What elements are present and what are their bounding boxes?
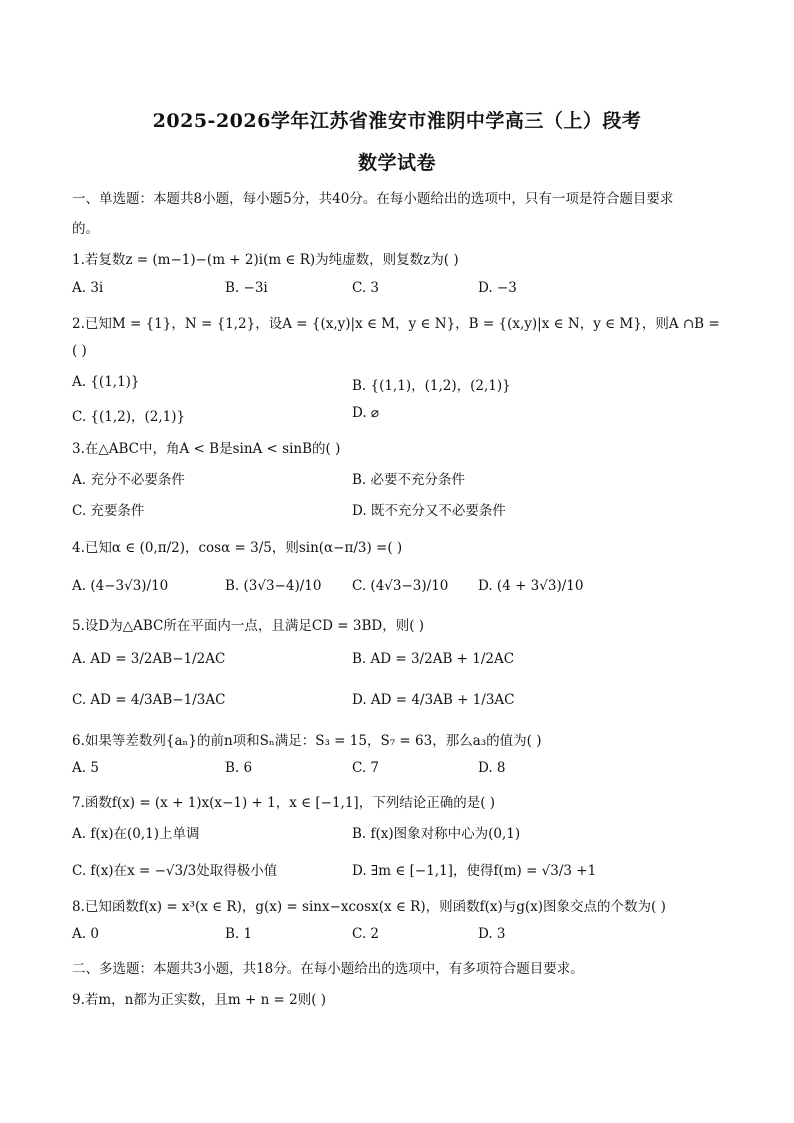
question-4-option-c: C. (4√3−3)/10 [352,578,449,594]
question-4-option-a: A. (4−3√3)/10 [72,578,169,594]
question-4-option-b: B. (3√3−4)/10 [225,578,322,594]
question-5-option-b: B. AD = 3/2AB + 1/2AC [352,651,515,667]
question-2-option-b: B. {(1,1)，(1,2)，(2,1)} [352,378,511,394]
question-5-option-a: A. AD = 3/2AB−1/2AC [72,651,226,667]
question-1-option-c: C. 3 [352,280,380,296]
question-3-option-b: B. 必要不充分条件 [352,472,466,488]
question-6-option-d: D. 8 [478,760,506,776]
question-1-option-a: A. 3i [72,280,104,296]
question-6-stem: 6.如果等差数列{aₙ}的前n项和Sₙ满足：S₃ = 15，S₇ = 63，那么a₃的值为( ) [72,733,542,749]
question-2-option-d: D. ⌀ [352,405,380,421]
question-4-stem: 4.已知α ∈ (0,π/2)，cosα = 3/5，则sin(α−π/3) =( ) [72,540,403,556]
question-3-option-c: C. 充要条件 [72,503,145,519]
section2-instructions: 二、多选题：本题共3小题，共18分。在每小题给出的选项中，有多项符合题目要求。 [72,961,584,977]
question-8-option-b: B. 1 [225,926,253,942]
question-2-option-c: C. {(1,2)，(2,1)} [72,409,186,425]
question-9-stem: 9.若m，n都为正实数，且m + n = 2则( ) [72,992,327,1008]
question-6-option-b: B. 6 [225,760,253,776]
question-8-option-a: A. 0 [72,926,99,942]
section1-instructions: 一、单选题：本题共8小题，每小题5分，共40分。在每小题给出的选项中，只有一项是符合题目要求 [72,191,674,207]
question-8-option-c: C. 2 [352,926,380,942]
question-7-stem: 7.函数f(x) = (x + 1)x(x−1) + 1，x ∈ [−1,1]，下列结论正确的是( ) [72,795,496,811]
question-3-option-a: A. 充分不必要条件 [72,472,185,488]
question-3-option-d: D. 既不充分又不必要条件 [352,503,506,519]
question-5-stem: 5.设D为△ABC所在平面内一点，且满足CD = 3BD，则( ) [72,618,425,634]
question-6-option-a: A. 5 [72,760,99,776]
exam-title: 2025-2026学年江苏省淮安市淮阴中学高三（上）段考 [152,110,642,132]
question-1-option-b: B. −3i [225,280,268,296]
question-8-stem: 8.已知函数f(x) = x³(x ∈ R)，g(x) = sinx−xcosx(x ∈ R)，则函数f(x)与g(x)图象交点的个数为( ) [72,899,666,915]
question-1-option-d: D. −3 [478,280,517,296]
question-2-option-a: A. {(1,1)} [72,374,140,390]
question-8-option-d: D. 3 [478,926,506,942]
section1-instructions-cont: 的。 [72,221,99,237]
question-1-stem: 1.若复数z = (m−1)−(m + 2)i(m ∈ R)为纯虚数，则复数z为( ) [72,252,459,268]
question-7-option-d: D. ∃m ∈ [−1,1]，使得f(m) = √3/3 +1 [352,863,597,879]
question-6-option-c: C. 7 [352,760,380,776]
question-2-stem-cont: ( ) [72,343,87,359]
question-4-option-d: D. (4 + 3√3)/10 [478,578,584,594]
question-5-option-d: D. AD = 4/3AB + 1/3AC [352,692,515,708]
question-3-stem: 3.在△ABC中，角A < B是sinA < sinB的( ) [72,441,341,457]
question-2-stem: 2.已知M = {1}，N = {1,2}，设A = {(x,y)|x ∈ M，y ∈ N}，B = {(x,y)|x ∈ N，y ∈ M}，则A ∩B = [72,316,720,332]
question-5-option-c: C. AD = 4/3AB−1/3AC [72,692,226,708]
exam-subtitle: 数学试卷 [357,152,436,174]
question-7-option-b: B. f(x)图象对称中心为(0,1) [352,826,521,842]
question-7-option-a: A. f(x)在(0,1)上单调 [72,826,200,842]
question-7-option-c: C. f(x)在x = −√3/3处取得极小值 [72,863,278,879]
